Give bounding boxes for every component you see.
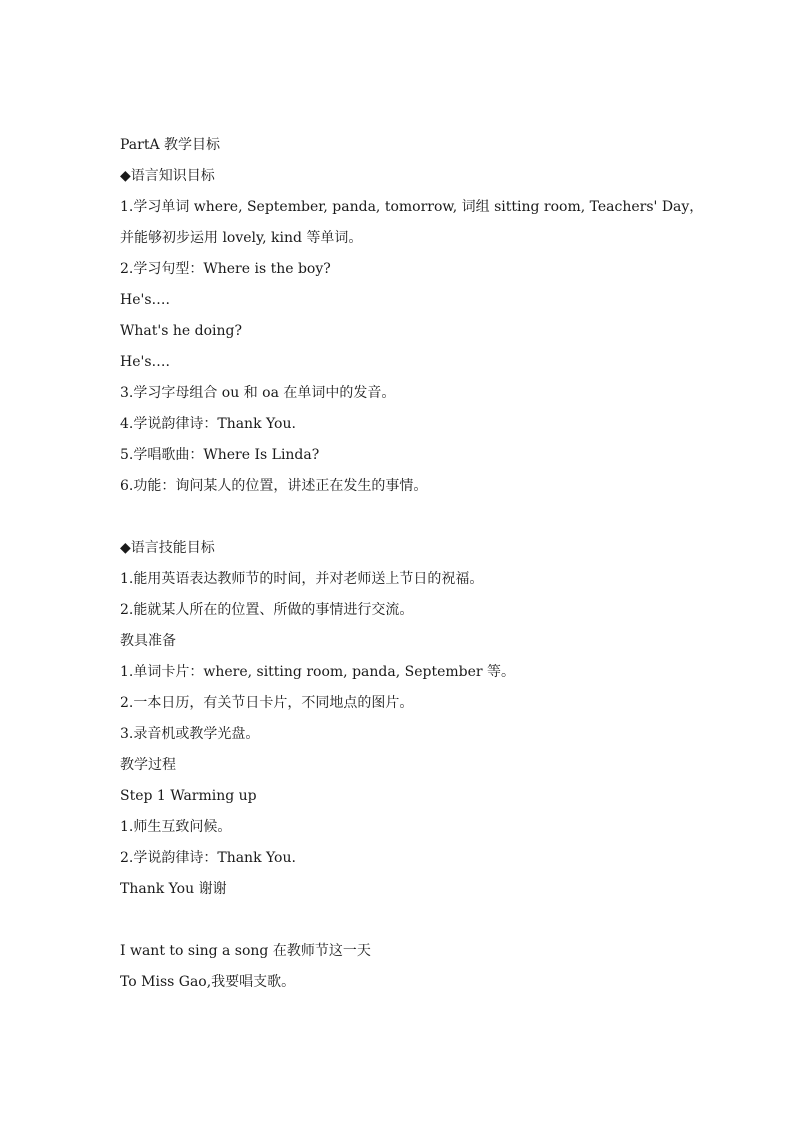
step-heading: Step 1 Warming up [120,788,257,804]
paragraph-line: 1.师生互致问候。 [120,819,232,835]
paragraph-line: 3.录音机或教学光盘。 [120,726,260,742]
paragraph-line: 2.一本日历，有关节日卡片，不同地点的图片。 [120,695,414,711]
paragraph-line: 1.能用英语表达教师节的时间，并对老师送上节日的祝福。 [120,571,484,587]
subsection-heading: ◆语言知识目标 [120,168,215,184]
blank-line [120,502,680,533]
section-heading: 教具准备 [120,633,176,649]
paragraph-line: 2.学习句型：Where is the boy? [120,261,331,277]
paragraph-line: 3.学习字母组合 ou 和 oa 在单词中的发音。 [120,385,396,401]
paragraph-line: What's he doing? [120,323,242,339]
poem-line: I want to sing a song 在教师节这一天 [120,943,371,959]
section-title: PartA 教学目标 [120,137,221,153]
subsection-heading: ◆语言技能目标 [120,540,215,556]
paragraph-line: 5.学唱歌曲：Where Is Linda? [120,447,320,463]
paragraph-line: He's…. [120,292,170,308]
paragraph-line: He's…. [120,354,170,370]
poem-line: To Miss Gao,我要唱支歌。 [120,974,296,990]
paragraph-line: 并能够初步运用 lovely, kind 等单词。 [120,230,363,246]
paragraph-line: 2.学说韵律诗：Thank You. [120,850,296,866]
section-heading: 教学过程 [120,757,176,773]
blank-line [120,905,680,936]
document-body [120,130,704,998]
paragraph-line: 1.单词卡片：where, sitting room, panda, September 等。 [120,664,516,680]
paragraph-line: 2.能就某人所在的位置、所做的事情进行交流。 [120,602,414,618]
poem-title: Thank You 谢谢 [120,881,227,897]
paragraph-line: 6.功能：询问某人的位置，讲述正在发生的事情。 [120,478,428,494]
paragraph-line: 1.学习单词 where, September, panda, tomorrow, 词组 sitting room, Teachers' Day， [120,199,704,215]
paragraph-line: 4.学说韵律诗：Thank You. [120,416,296,432]
